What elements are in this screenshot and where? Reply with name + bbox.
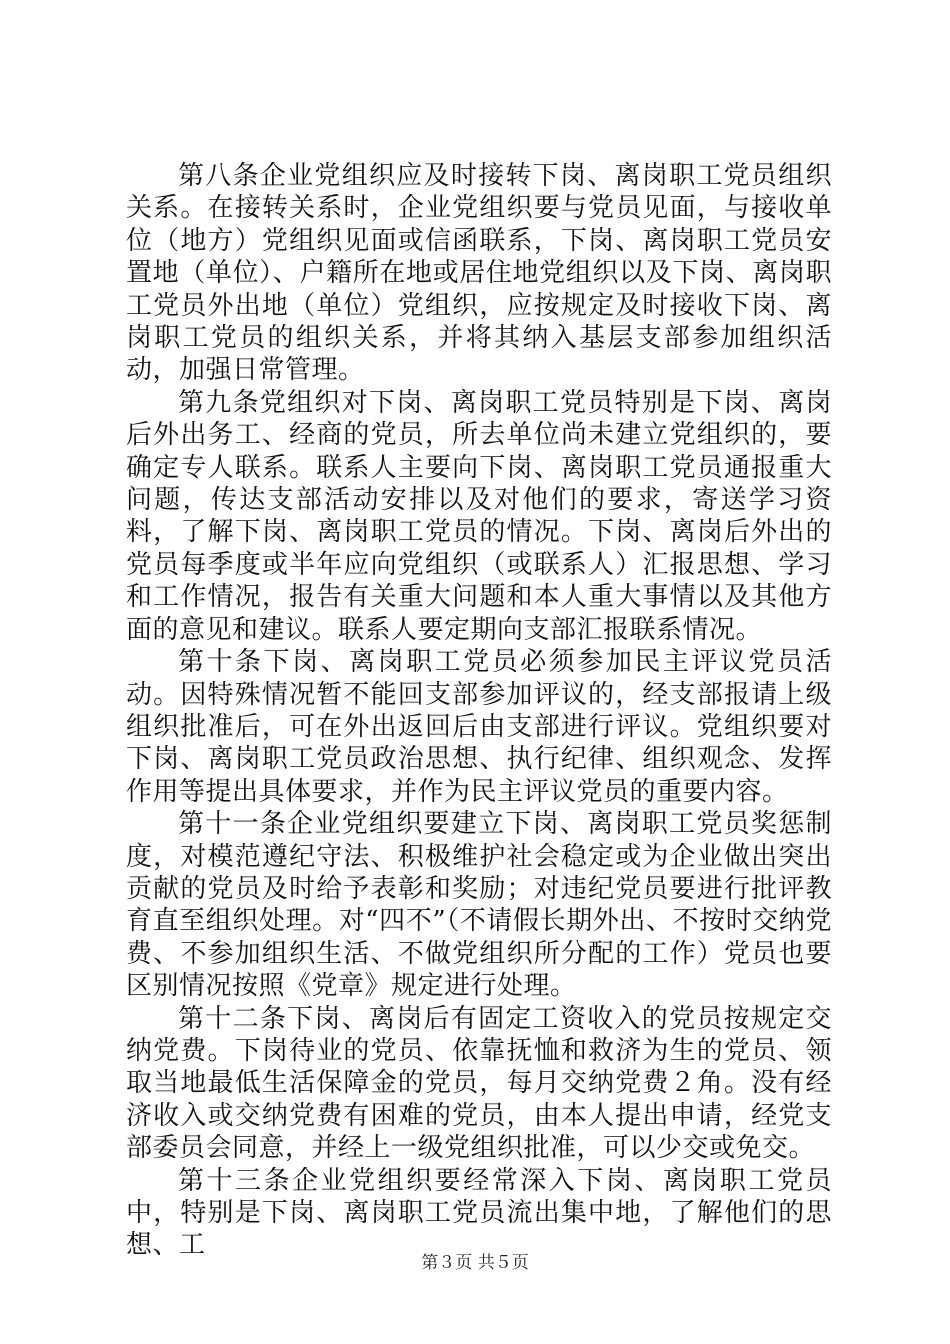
page-number-footer: 第３页 共５页 [421,1253,529,1273]
paragraph-article-13: 第十三条企业党组织要经常深入下岗、离岗职工党员中，特别是下岗、离岗职工党员流出集中地，了解他们的思想、工 [126,1165,832,1261]
paragraph-article-11: 第十一条企业党组织要建立下岗、离岗职工党员奖惩制度，对模范遵纪守法、积极维护社会稳定或为企业做出突出贡献的党员及时给予表彰和奖励；对违纪党员要进行批评教育直至组织处理。对“四不”（不请假长期外出、不按时交纳党费、不参加组织生活、不做党组织所分配的工作）党员也要区别情况按照《党章》规定进行处理。 [126,809,832,1002]
document-body [126,160,832,1262]
paragraph-article-8: 第八条企业党组织应及时接转下岗、离岗职工党员组织关系。在接转关系时，企业党组织要与党员见面，与接收单位（地方）党组织见面或信函联系，下岗、离岗职工党员安置地（单位）、户籍所在地或居住地党组织以及下岗、离岗职工党员外出地（单位）党组织，应按规定及时接收下岗、离岗职工党员的组织关系，并将其纳入基层支部参加组织活动，加强日常管理。 [126,161,832,386]
paragraph-article-12: 第十二条下岗、离岗后有固定工资收入的党员按规定交纳党费。下岗待业的党员、依靠抚恤和救济为生的党员、领取当地最低生活保障金的党员，每月交纳党费２角。没有经济收入或交纳党费有困难的党员，由本人提出申请，经党支部委员会同意，并经上一级党组织批准，可以少交或免交。 [126,1003,832,1164]
paragraph-article-9: 第九条党组织对下岗、离岗职工党员特别是下岗、离岗后外出务工、经商的党员，所去单位尚未建立党组织的，要确定专人联系。联系人主要向下岗、离岗职工党员通报重大问题，传达支部活动安排以及对他们的要求，寄送学习资料，了解下岗、离岗职工党员的情况。下岗、离岗后外出的党员每季度或半年应向党组织（或联系人）汇报思想、学习和工作情况，报告有关重大问题和本人重大事情以及其他方面的意见和建议。联系人要定期向支部汇报联系情况。 [126,387,832,645]
paragraph-article-10: 第十条下岗、离岗职工党员必须参加民主评议党员活动。因特殊情况暂不能回支部参加评议的，经支部报请上级组织批准后，可在外出返回后由支部进行评议。党组织要对下岗、离岗职工党员政治思想、执行纪律、组织观念、发挥作用等提出具体要求，并作为民主评议党员的重要内容。 [126,647,832,807]
